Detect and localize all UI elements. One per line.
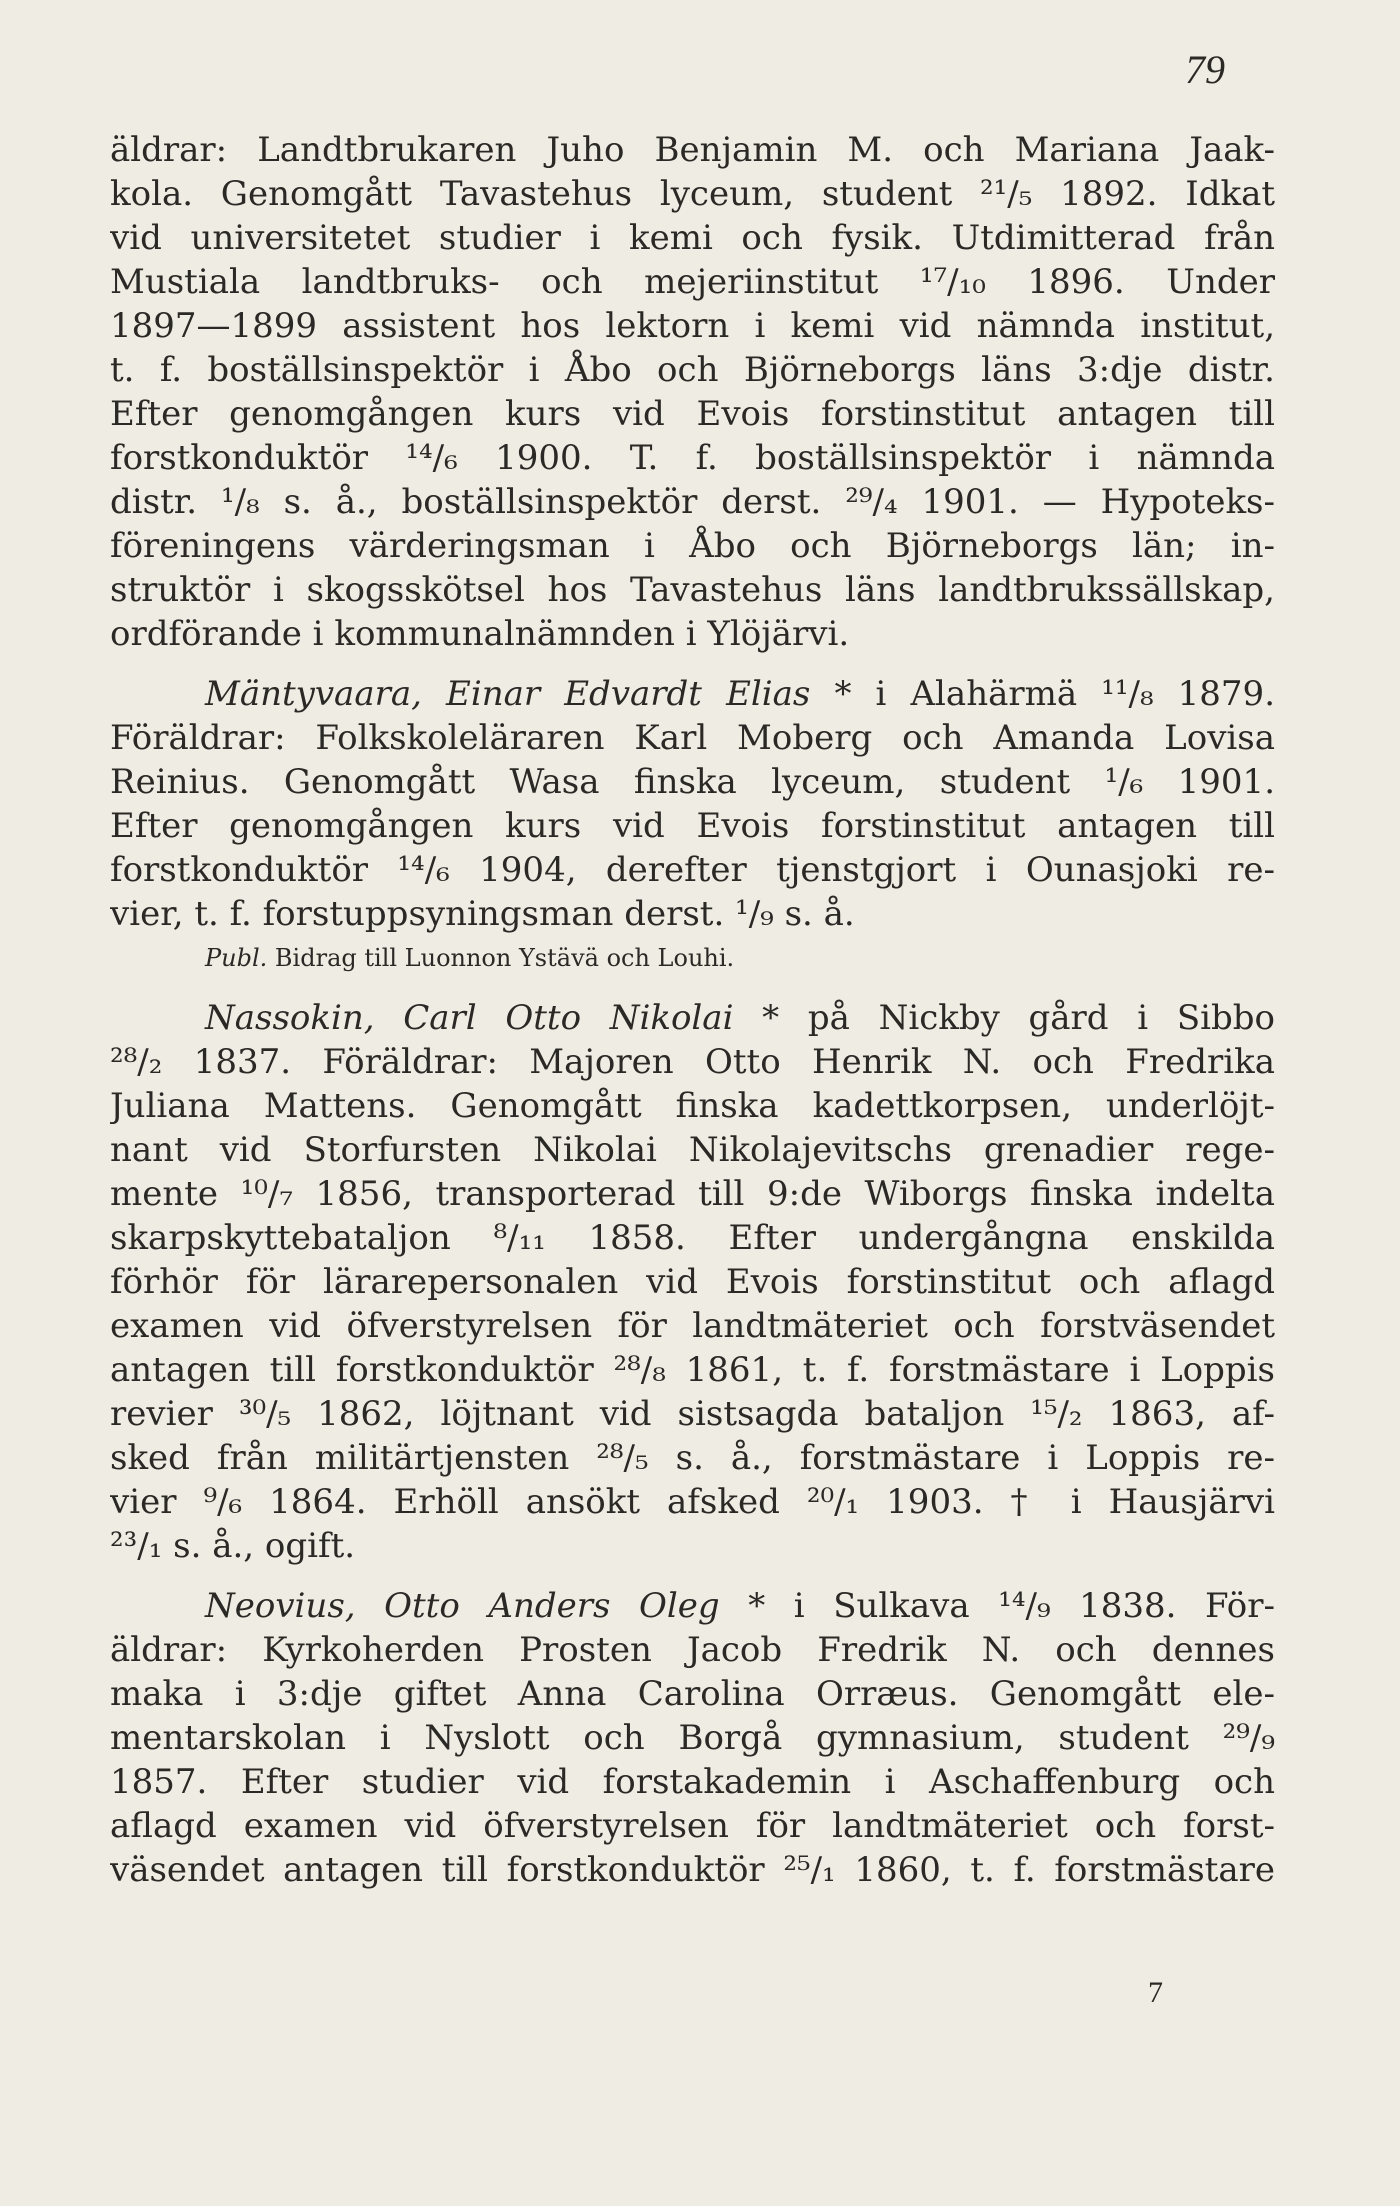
text-line: Efter genomgången kurs vid Evois forstinstitut antagen till (110, 806, 1275, 846)
text-line: kola. Genomgått Tavastehus lyceum, student ²¹/₅ 1892. Idkat (110, 174, 1275, 214)
text-line: antagen till forstkonduktör ²⁸/₈ 1861, t. f. forstmästare i Loppis (110, 1350, 1275, 1390)
entry-name: Neovius, Otto Anders Oleg (205, 1586, 720, 1626)
text-line: äldrar: Kyrkoherden Prosten Jacob Fredrik N. och dennes (110, 1630, 1275, 1670)
text-line: t. f. boställsinspektör i Åbo och Björneborgs läns 3:dje distr. (110, 350, 1275, 390)
text-block (110, 128, 1275, 1892)
text-line: vid universitetet studier i kemi och fysik. Utdimitterad från (110, 218, 1275, 258)
text-line: * i Alahärmä ¹¹/₈ 1879. (810, 674, 1275, 714)
entry-continuation (110, 128, 1275, 656)
page-number: 79 (1185, 47, 1225, 92)
text-line: forstkonduktör ¹⁴/₆ 1900. T. f. boställsinspektör i nämnda (110, 438, 1275, 478)
text-line: distr. ¹/₈ s. å., boställsinspektör derst. ²⁹/₄ 1901. — Hypoteks- (110, 482, 1275, 522)
text-line: maka i 3:dje giftet Anna Carolina Orræus. Genomgått ele- (110, 1674, 1275, 1714)
entry-neovius (110, 1584, 1275, 1892)
entry-name: Mäntyvaara, Einar Edvardt Elias (205, 674, 811, 714)
text-line: nant vid Storfursten Nikolai Nikolajevitschs grenadier rege- (110, 1130, 1275, 1170)
text-line: forstkonduktör ¹⁴/₆ 1904, derefter tjenstgjort i Ounasjoki re- (110, 850, 1275, 890)
text-line: Mustiala landtbruks- och mejeriinstitut ¹⁷/₁₀ 1896. Under (110, 262, 1275, 302)
entry-first-line (110, 672, 1275, 716)
text-line: Efter genomgången kurs vid Evois forstinstitut antagen till (110, 394, 1275, 434)
text-line: 1897—1899 assistent hos lektorn i kemi vid nämnda institut, (110, 306, 1275, 346)
text-line: mentarskolan i Nyslott och Borgå gymnasium, student ²⁹/₉ (110, 1718, 1275, 1758)
signature-mark: 7 (1148, 1976, 1163, 2009)
entry-name: Nassokin, Carl Otto Nikolai (205, 998, 734, 1038)
publication-label: Publ. (205, 944, 268, 972)
text-line: * på Nickby gård i Sibbo (733, 998, 1275, 1038)
text-line: äldrar: Landtbrukaren Juho Benjamin M. och Mariana Jaak- (110, 130, 1275, 170)
text-line: sked från militärtjensten ²⁸/₅ s. å., forstmästare i Loppis re- (110, 1438, 1275, 1478)
text-line: Föräldrar: Folkskoleläraren Karl Moberg och Amanda Lovisa (110, 718, 1275, 758)
publication-text: Bidrag till Luonnon Ystävä och Louhi. (274, 944, 735, 972)
entry-first-line (110, 996, 1275, 1040)
entry-first-line (110, 1584, 1275, 1628)
publication-note (110, 936, 1275, 980)
text-line: föreningens värderingsman i Åbo och Björneborgs län; in- (110, 526, 1275, 566)
text-line: vier ⁹/₆ 1864. Erhöll ansökt afsked ²⁰/₁ 1903. † i Hausjärvi (110, 1482, 1275, 1522)
text-line: väsendet antagen till forstkonduktör ²⁵/₁ 1860, t. f. forstmästare (110, 1850, 1275, 1890)
text-line: Juliana Mattens. Genomgått finska kadettkorpsen, underlöjt- (110, 1086, 1275, 1126)
text-line: vier, t. f. forstuppsyningsman derst. ¹/₉ s. å. (110, 894, 855, 934)
text-line: ²⁸/₂ 1837. Föräldrar: Majoren Otto Henrik N. och Fredrika (110, 1042, 1275, 1082)
entry-nassokin (110, 996, 1275, 1568)
text-line: mente ¹⁰/₇ 1856, transporterad till 9:de Wiborgs finska indelta (110, 1174, 1275, 1214)
text-line: * i Sulkava ¹⁴/₉ 1838. För- (719, 1586, 1275, 1626)
text-line: 1857. Efter studier vid forstakademin i Aschaffenburg och (110, 1762, 1275, 1802)
text-line: examen vid öfverstyrelsen för landtmäteriet och forstväsendet (110, 1306, 1275, 1346)
text-line: förhör för lärarepersonalen vid Evois forstinstitut och aflagd (110, 1262, 1275, 1302)
text-line: struktör i skogsskötsel hos Tavastehus läns landtbrukssällskap, (110, 570, 1275, 610)
text-line: Reinius. Genomgått Wasa finska lyceum, student ¹/₆ 1901. (110, 762, 1275, 802)
text-line: ordförande i kommunalnämnden i Ylöjärvi. (110, 614, 850, 654)
text-line: revier ³⁰/₅ 1862, löjtnant vid sistsagda bataljon ¹⁵/₂ 1863, af- (110, 1394, 1275, 1434)
text-line: ²³/₁ s. å., ogift. (110, 1526, 356, 1566)
entry-mantyvaara (110, 672, 1275, 980)
text-line: aflagd examen vid öfverstyrelsen för landtmäteriet och forst- (110, 1806, 1275, 1846)
text-line: skarpskyttebataljon ⁸/₁₁ 1858. Efter undergångna enskilda (110, 1218, 1275, 1258)
